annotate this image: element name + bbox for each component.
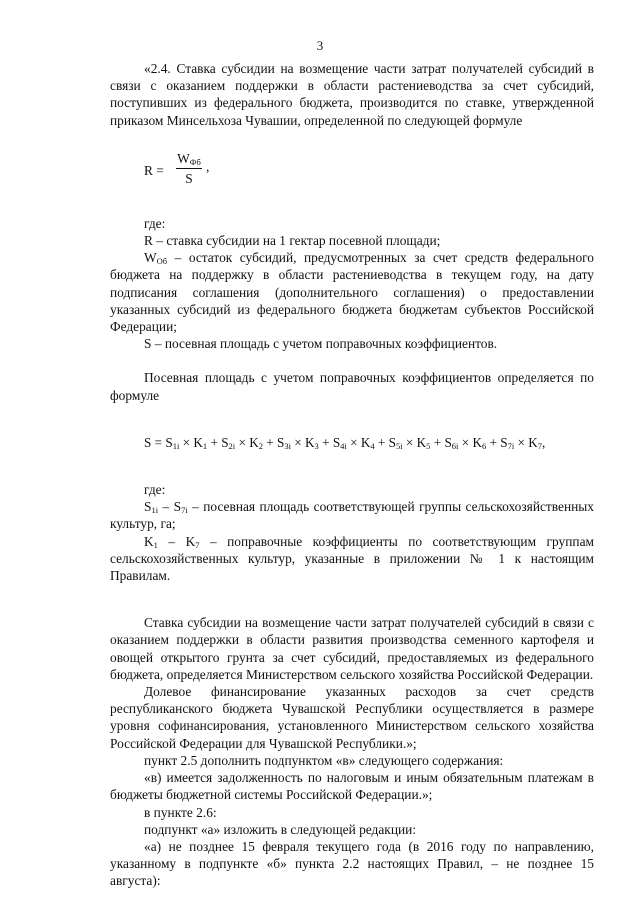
term-separator: +	[207, 434, 222, 450]
term-area-symbol: S	[500, 434, 508, 450]
times-sign: ×	[179, 434, 194, 450]
formula-sowing-area	[144, 434, 594, 451]
term-coefficient-symbol: K	[305, 434, 315, 450]
formula-term	[333, 435, 389, 450]
paragraph-point-2-5: пункт 2.5 дополнить подпунктом «в» следующего содержания:	[144, 752, 504, 768]
term-coefficient-subscript: 3	[314, 440, 319, 451]
term-area-symbol: S	[277, 434, 285, 450]
term-area-symbol: S	[221, 434, 229, 450]
formula-term	[221, 435, 277, 450]
s1-subscript: 1i	[151, 505, 159, 516]
definition-s: S – посевная площадь с учетом поправочных коэффициентов.	[144, 336, 498, 352]
times-sign: ×	[458, 434, 473, 450]
s7-symbol: S	[173, 499, 182, 515]
times-sign: ×	[402, 434, 417, 450]
range-dash: –	[157, 533, 186, 549]
w-symbol: W	[144, 250, 157, 266]
formula-term	[500, 435, 545, 450]
k1-symbol: K	[144, 533, 154, 549]
term-coefficient-subscript: 6	[481, 440, 487, 451]
w-definition-text: – остаток субсидий, предусмотренных за счет средств федерального бюджета на поддержку в области растениеводства в текущем году, на дату подписания соглашения (дополнительного соглашения) о предоставлении указанных субсидий из федерального бюджета бюджетам субъектов Российской Федерации;	[110, 250, 594, 335]
definition-k-coefficients	[110, 533, 594, 585]
term-coefficient-subscript: 4	[370, 440, 375, 451]
k1-subscript: 1	[153, 539, 158, 550]
paragraph-subpoint-a: «а) не позднее 15 февраля текущего года (в 2016 году по направлению, указанному в подпункте «б» пункта 2.2 настоящих Правил, – не позднее 15 августа):	[110, 838, 594, 889]
times-sign: ×	[346, 434, 361, 450]
where-label-1: где:	[144, 215, 166, 231]
term-separator: +	[430, 434, 445, 450]
definition-w	[110, 249, 594, 335]
range-dash: –	[158, 499, 174, 515]
term-area-symbol: S	[388, 434, 396, 450]
term-coefficient-symbol: K	[416, 434, 427, 450]
term-coefficient-symbol: K	[528, 434, 538, 450]
term-separator: +	[486, 434, 501, 450]
k7-symbol: K	[185, 533, 196, 549]
formula-term	[165, 435, 221, 450]
term-coefficient-subscript: 2	[258, 440, 263, 451]
term-area-subscript: 1i	[172, 440, 180, 451]
term-coefficient-subscript: 7	[537, 440, 543, 451]
definition-s-groups	[110, 498, 594, 532]
term-separator: ,	[542, 434, 546, 450]
term-coefficient-symbol: K	[193, 434, 203, 450]
k-coefficients-text: – поправочные коэффициенты по соответствующим группам сельскохозяйственных культур, указанные в приложении № 1 к настоящим Правилам.	[110, 533, 595, 584]
term-coefficient-symbol: K	[249, 434, 259, 450]
term-coefficient-symbol: K	[360, 434, 371, 450]
term-separator: +	[318, 434, 333, 450]
paragraph-2-4: «2.4. Ставка субсидии на возмещение части затрат получателей субсидий в связи с оказанием поддержки в области растениеводства за счет субсидий, поступивших из федерального бюджета, производится по ставке, утвержденной приказом Минсельхоза Чувашии, определенной по следующей формуле	[110, 61, 594, 128]
term-coefficient-symbol: K	[472, 434, 482, 450]
formula-term	[444, 435, 500, 450]
formula-rate-denominator: S	[185, 171, 193, 187]
term-separator: +	[262, 434, 277, 450]
numerator-subscript: Фб	[189, 156, 201, 167]
times-sign: ×	[235, 434, 250, 450]
page-number: 3	[316, 38, 324, 53]
formula-term	[389, 435, 445, 450]
paragraph-subpoint-a-intro: подпункт «а» изложить в следующей редакции:	[144, 821, 417, 837]
formula-rate-lhs: R =	[144, 162, 164, 178]
paragraph-point-2-6: в пункте 2.6:	[144, 804, 217, 820]
term-area-subscript: 4i	[340, 440, 347, 451]
term-area-subscript: 6i	[451, 440, 459, 451]
w-subscript: Об	[156, 256, 168, 267]
numerator-symbol: W	[177, 150, 190, 166]
term-area-subscript: 3i	[284, 440, 291, 451]
s7-subscript: 7i	[181, 505, 188, 516]
document-body	[110, 60, 594, 890]
formula-rate-fraction	[176, 150, 202, 187]
times-sign: ×	[290, 434, 305, 450]
term-area-symbol: S	[444, 434, 452, 450]
term-area-symbol: S	[165, 434, 173, 450]
formula-term	[277, 435, 333, 450]
times-sign: ×	[514, 434, 529, 450]
formula-rate-numerator	[176, 150, 202, 169]
formula-rate	[144, 146, 594, 198]
term-area-symbol: S	[332, 434, 341, 450]
paragraph-potato: Ставка субсидии на возмещение части затрат получателей субсидий в связи с оказанием поддержки в области развития производства семенного картофеля и овощей открытого грунта за счет субсидий, предоставляемых из федерального бюджета, определяется Министерством сельского хозяйства Российской Федерации.	[110, 615, 594, 682]
term-area-subscript: 5i	[395, 440, 403, 451]
term-separator: +	[374, 434, 389, 450]
where-label-2: где:	[144, 482, 166, 498]
term-coefficient-subscript: 1	[202, 440, 208, 451]
k7-subscript: 7	[195, 539, 200, 550]
formula-rate-comma: ,	[206, 158, 210, 174]
term-area-subscript: 2i	[228, 440, 236, 451]
paragraph-cofinancing: Долевое финансирование указанных расходов за счет средств республиканского бюджета Чувашской Республики осуществляется в размере уровня софинансирования, установленного Министерством сельского хозяйства Российской Федерации для Чувашской Республики.»;	[110, 684, 594, 751]
definition-r: R – ставка субсидии на 1 гектар посевной площади;	[144, 233, 441, 249]
paragraph-subpoint-v: «в) имеется задолженность по налоговым и иным обязательным платежам в бюджеты бюджетной системы Российской Федерации.»;	[110, 770, 594, 803]
term-area-subscript: 7i	[507, 440, 515, 451]
s1-symbol: S	[144, 499, 152, 515]
s-groups-text: – посевная площадь соответствующей группы сельскохозяйственных культур, га;	[110, 499, 594, 532]
term-coefficient-subscript: 5	[426, 440, 431, 451]
paragraph-sowing-area: Посевная площадь с учетом поправочных коэффициентов определяется по формуле	[110, 370, 594, 403]
formula-sowing-lhs: S =	[144, 434, 166, 450]
